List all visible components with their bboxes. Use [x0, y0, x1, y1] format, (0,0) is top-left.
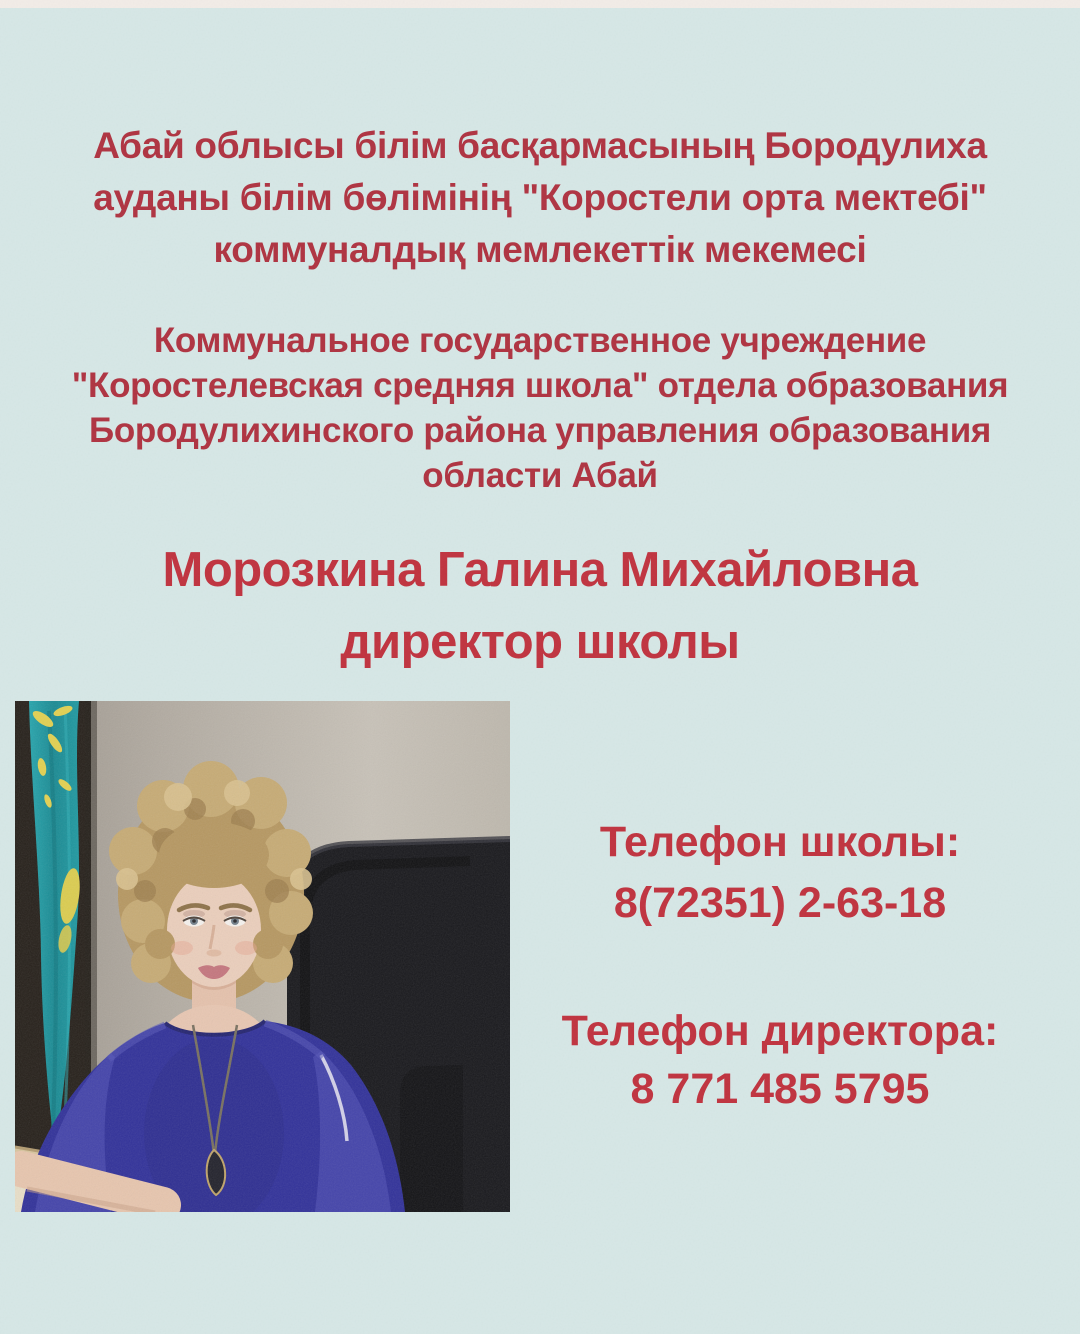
org-name-kk-line-1: Абай облысы білім басқармасының Бородулиха — [93, 125, 987, 166]
director-photo-illustration — [15, 701, 510, 1212]
org-name-russian — [0, 318, 1080, 498]
director-phone-number: 8 771 485 5795 — [630, 1065, 930, 1113]
org-name-ru-line-4: области Абай — [422, 456, 658, 495]
org-name-ru-line-2: "Коростелевская средняя школа" отдела образования — [71, 366, 1009, 405]
director-name-block — [0, 534, 1080, 678]
org-name-ru-line-1: Коммунальное государственное учреждение — [153, 321, 927, 360]
school-phone-block — [495, 812, 1065, 934]
director-phone-block — [495, 1002, 1065, 1118]
director-title: директор школы — [340, 615, 740, 669]
school-phone-label: Телефон школы: — [599, 818, 961, 866]
org-name-kk-line-2: ауданы білім бөлімінің "Коростели орта мектебі" — [93, 177, 987, 218]
org-name-kazakh — [0, 120, 1080, 276]
org-name-kk-line-3: коммуналдық мемлекеттік мекемесі — [213, 229, 867, 270]
director-name: Морозкина Галина Михайловна — [162, 543, 918, 597]
top-border-strip — [0, 0, 1080, 8]
director-phone-label: Телефон директора: — [561, 1007, 999, 1055]
director-photo — [15, 701, 510, 1212]
school-phone-number: 8(72351) 2-63-18 — [613, 879, 947, 927]
org-name-ru-line-3: Бородулихинского района управления образования — [88, 411, 992, 450]
